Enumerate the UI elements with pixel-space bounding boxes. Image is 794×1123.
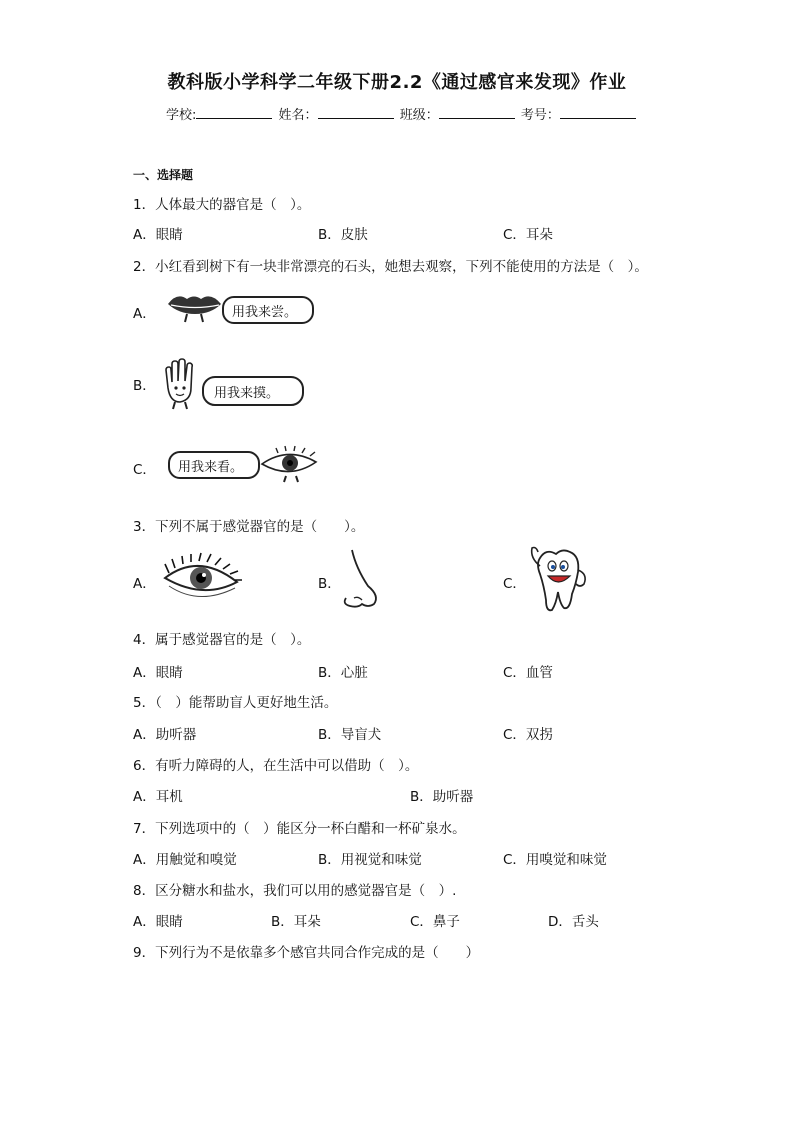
question-4: 4．属于感觉器官的是（ ）。: [133, 632, 311, 648]
q3-option-b: B．: [318, 576, 341, 592]
class-blank: [439, 105, 515, 119]
hand-icon: [158, 358, 202, 410]
q5-option-b: B．导盲犬: [318, 727, 382, 743]
q2-option-a: A．: [133, 306, 156, 322]
q5-option-a: A．助听器: [133, 727, 197, 743]
q2-b-bubble-text: 用我来摸。: [214, 386, 280, 401]
question-2: 2．小红看到树下有一块非常漂亮的石头，她想去观察，下列不能使用的方法是（ ）。: [133, 259, 648, 275]
question-7: 7．下列选项中的（ ）能区分一杯白醋和一杯矿泉水。: [133, 821, 466, 837]
exam-number-label: 考号：: [520, 108, 560, 123]
q3-option-a: A．: [133, 576, 156, 592]
q8-option-a: A．眼睛: [133, 914, 183, 930]
section-heading: 一、选择题: [133, 168, 194, 182]
question-8: 8．区分糖水和盐水，我们可以用的感觉器官是（ ）.: [133, 883, 457, 899]
school-blank: [196, 105, 272, 119]
q7-option-a: A．用触觉和嗅觉: [133, 852, 237, 868]
nose-icon: [338, 548, 386, 610]
q2-c-speech-bubble: [168, 451, 260, 479]
q7-option-b: B．用视觉和味觉: [318, 852, 422, 868]
q8-option-b: B．耳朵: [271, 914, 321, 930]
question-3: 3．下列不属于感觉器官的是（ ）。: [133, 519, 365, 535]
eye-lashes-icon: [163, 556, 243, 606]
q8-option-c: C．鼻子: [410, 914, 460, 930]
q2-a-bubble-text: 用我来尝。: [232, 305, 298, 320]
q4-option-c: C．血管: [503, 665, 553, 681]
q7-option-c: C．用嗅觉和味觉: [503, 852, 607, 868]
name-blank: [318, 105, 394, 119]
question-5: 5．（ ）能帮助盲人更好地生活。: [133, 695, 338, 711]
q1-option-c: C．耳朵: [503, 227, 553, 243]
q2-option-c: C．: [133, 462, 156, 478]
q4-option-b: B．心脏: [318, 665, 368, 681]
mouth-icon: [165, 290, 225, 326]
school-label: 学校:: [166, 108, 197, 123]
q1-option-b: B．皮肤: [318, 227, 368, 243]
page-title: 教科版小学科学二年级下册2.2《通过感官来发现》作业: [167, 72, 627, 93]
question-6: 6．有听力障碍的人，在生活中可以借助（ ）。: [133, 758, 419, 774]
q6-option-a: A．耳机: [133, 789, 183, 805]
name-label: 姓名：: [278, 108, 318, 123]
tooth-icon: [522, 544, 598, 614]
q8-option-d: D．舌头: [548, 914, 599, 930]
q2-c-bubble-text: 用我来看。: [178, 460, 244, 475]
q3-option-c: C．: [503, 576, 526, 592]
q2-b-speech-bubble: [202, 376, 304, 406]
q4-option-a: A．眼睛: [133, 665, 183, 681]
q2-option-b: B．: [133, 378, 156, 394]
student-info-line: [166, 104, 638, 123]
class-label: 班级：: [399, 108, 439, 123]
q5-option-c: C．双拐: [503, 727, 553, 743]
exam-number-blank: [560, 105, 636, 119]
eye-icon: [258, 448, 324, 482]
q6-option-b: B．助听器: [410, 789, 474, 805]
question-9: 9．下列行为不是依靠多个感官共同合作完成的是（ ）: [133, 945, 480, 961]
q2-a-speech-bubble: [222, 296, 314, 324]
question-1: 1．人体最大的器官是（ ）。: [133, 197, 311, 213]
q1-option-a: A．眼睛: [133, 227, 183, 243]
